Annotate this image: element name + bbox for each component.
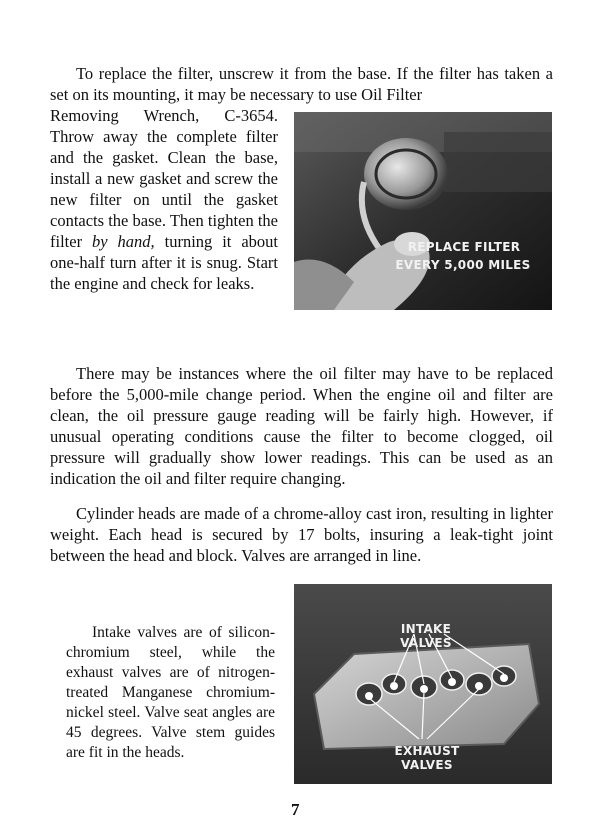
- intake-valves-label: INTAKE VALVES: [400, 622, 452, 650]
- filter-steps-text-b: turning it about one-half turn after it is snug. Start the engine and check for leaks.: [50, 232, 278, 293]
- paragraph-filter-intro: To replace the filter, unscrew it from the base. If the filter has taken a set on its mounting, it may be necessary to use Oil Filter: [50, 64, 553, 104]
- paragraph-filter-steps: [50, 105, 278, 294]
- cylinder-head-photo: [294, 584, 552, 784]
- paragraph-valves: Intake valves are of silicon-chromium steel, while the exhaust valves are of nitrogen-treated Manganese chromium-nickel steel. Valve seat angles are 45 degrees. Valve stem guides are fit in the heads.: [66, 624, 275, 761]
- page-number: 7: [291, 800, 300, 819]
- oil-filter-illustration: [294, 112, 552, 310]
- paragraph-cylinder-heads: Cylinder heads are made of a chrome-alloy cast iron, resulting in lighter weight. Each head is secured by 17 bolts, insuring a leak-tight joint between the head and block. Valves are arranged in line.: [50, 504, 553, 565]
- photo-caption-line-2: EVERY 5,000 MILES: [395, 258, 531, 272]
- oil-filter-photo: [294, 112, 552, 310]
- photo-caption-line-1: REPLACE FILTER: [407, 240, 521, 254]
- filter-steps-text-a: Removing Wrench, C-3654. Throw away the complete filter and the gasket. Clean the base, install a new gasket and screw the new filter on until the gasket contacts the base. Then tighten the filter: [50, 106, 278, 251]
- exhaust-valves-label: EXHAUST VALVES: [394, 744, 460, 772]
- filter-steps-emphasis: by hand,: [92, 232, 155, 251]
- paragraph-filter-replacement: There may be instances where the oil filter may have to be replaced before the 5,000-mile change period. When the engine oil and filter are clean, the oil pressure gauge reading will be fairly high. However, if unusual operating conditions cause the filter to become clogged, oil pressure will gradually show lower readings. This can be used as an indication the oil and filter require changing.: [50, 364, 553, 488]
